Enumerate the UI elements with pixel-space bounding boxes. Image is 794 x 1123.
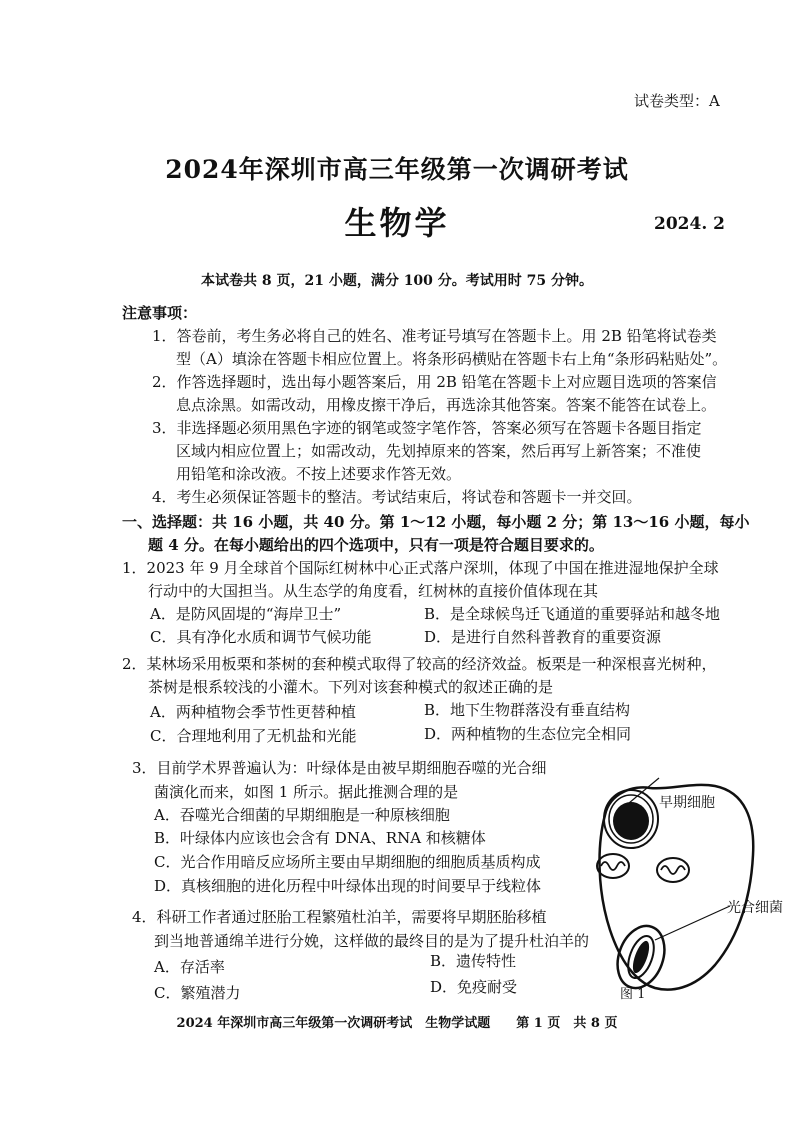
- q4-option-d: D．免疫耐受: [430, 978, 518, 996]
- q1-stem-line-2: 行动中的大国担当。从生态学的角度看，红树林的直接价值体现在其: [148, 582, 599, 600]
- subject-title: 生物学: [344, 204, 450, 242]
- q2-option-c: C．合理地利用了无机盐和光能: [150, 727, 357, 745]
- q3-stem-line-1: 3．目前学术界普遍认为：叶绿体是由被早期细胞吞噬的光合细: [132, 759, 547, 777]
- leader-bacterium: [655, 906, 730, 940]
- q4-stem-line-1: 4．科研工作者通过胚胎工程繁殖杜泊羊，需要将早期胚胎移植: [132, 908, 547, 926]
- note-1-line-1: 1．答卷前，考生务必将自己的姓名、准考证号填写在答题卡上。用 2B 铅笔将试卷类: [152, 327, 717, 345]
- q1-option-d: D．是进行自然科普教育的重要资源: [424, 628, 662, 646]
- figure-caption: 图 1: [620, 987, 646, 1002]
- note-2-line-2: 息点涂黑。如需改动，用橡皮擦干净后，再选涂其他答案。答案不能答在试卷上。: [176, 396, 717, 414]
- notes-heading: 注意事项：: [122, 304, 198, 322]
- q3-option-c: C．光合作用暗反应场所主要由早期细胞的细胞质基质构成: [154, 853, 541, 871]
- q2-stem-line-1: 2．某林场采用板栗和茶树的套种模式取得了较高的经济效益。板栗是一种深根喜光树种，: [122, 655, 717, 673]
- nucleus-core: [613, 802, 649, 840]
- note-1-line-2: 型（A）填涂在答题卡相应位置上。将条形码横贴在答题卡右上角“条形码粘贴处”。: [176, 350, 728, 368]
- q3-option-b: B．叶绿体内应该也会含有 DNA、RNA 和核糖体: [154, 829, 486, 847]
- exam-date: 2024. 2: [654, 214, 725, 234]
- q3-stem-line-2: 菌演化而来，如图 1 所示。据此推测合理的是: [154, 783, 459, 801]
- q2-option-d: D．两种植物的生态位完全相同: [424, 725, 632, 743]
- page-footer: 2024 年深圳市高三年级第一次调研考试 生物学试题 第 1 页 共 8 页: [176, 1016, 618, 1031]
- section-heading-line-2: 题 4 分。在每小题给出的四个选项中，只有一项是符合题目要求的。: [148, 536, 604, 554]
- note-3-line-1: 3．非选择题必须用黑色字迹的钢笔或签字笔作答，答案必须写在答题卡各题目指定: [152, 419, 702, 437]
- note-2-line-1: 2．作答选择题时，选出每小题答案后，用 2B 铅笔在答题卡上对应题目选项的答案信: [152, 373, 717, 391]
- exam-summary: 本试卷共 8 页，21 小题，满分 100 分。考试用时 75 分钟。: [200, 273, 594, 289]
- exam-title: 2024年深圳市高三年级第一次调研考试: [165, 155, 629, 184]
- section-heading-line-1: 一、选择题：共 16 小题，共 40 分。第 1～12 小题，每小题 2 分；第 13～16 小题，每小: [122, 513, 750, 531]
- figure-1: [575, 770, 794, 1010]
- q4-option-c: C．繁殖潜力: [154, 984, 241, 1002]
- label-early-cell: 早期细胞: [659, 795, 715, 811]
- mitochondrion-right: [657, 858, 689, 882]
- q4-option-a: A．存活率: [154, 958, 225, 976]
- paper-type-label: 试卷类型：A: [634, 92, 720, 110]
- note-3-line-2: 区域内相应位置上；如需改动，先划掉原来的答案，然后再写上新答案；不准使: [176, 442, 702, 460]
- note-3-line-3: 用铅笔和涂改液。不按上述要求作答无效。: [176, 465, 462, 483]
- q2-stem-line-2: 茶树是根系较浅的小灌木。下列对该套种模式的叙述正确的是: [148, 678, 554, 696]
- label-photosynthetic-bacterium: 光合细菌: [727, 900, 783, 916]
- q1-stem-line-1: 1．2023 年 9 月全球首个国际红树林中心正式落户深圳，体现了中国在推进湿地保护全球: [122, 559, 719, 577]
- q2-option-b: B．地下生物群落没有垂直结构: [424, 701, 631, 719]
- q3-option-d: D．真核细胞的进化历程中叶绿体出现的时间要早于线粒体: [154, 877, 542, 895]
- q1-option-c: C．具有净化水质和调节气候功能: [150, 628, 372, 646]
- q4-option-b: B．遗传特性: [430, 952, 517, 970]
- note-4-line-1: 4．考生必须保证答题卡的整洁。考试结束后，将试卷和答题卡一并交回。: [152, 488, 642, 506]
- q3-option-a: A．吞噬光合细菌的早期细胞是一种原核细胞: [154, 806, 450, 824]
- q2-option-a: A．两种植物会季节性更替种植: [150, 703, 356, 721]
- q1-option-b: B．是全球候鸟迁飞通道的重要驿站和越冬地: [424, 605, 721, 623]
- q1-option-a: A．是防风固堤的“海岸卫士”: [150, 605, 342, 623]
- q4-stem-line-2: 到当地普通绵羊进行分娩，这样做的最终目的是为了提升杜泊羊的: [154, 932, 590, 950]
- mitochondrion-left: [597, 854, 629, 878]
